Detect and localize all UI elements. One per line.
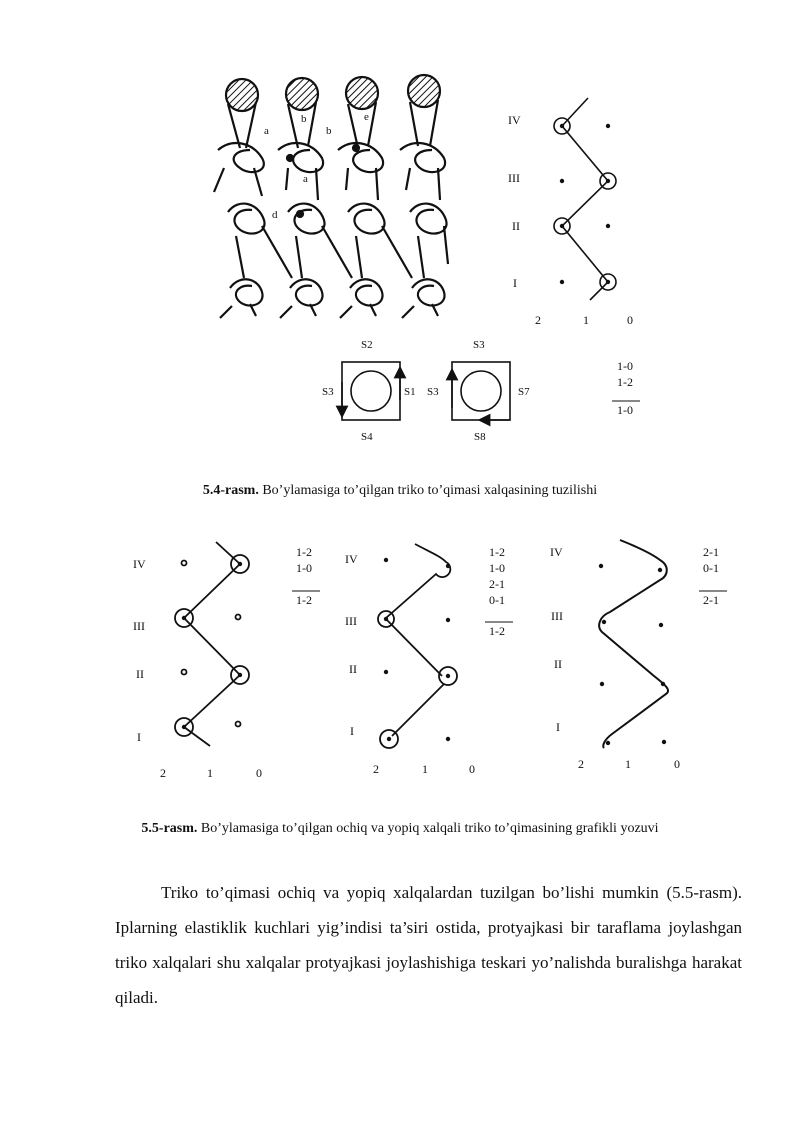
needle-label: 0 — [469, 762, 475, 776]
yarn-column-4 — [400, 75, 448, 318]
notation-line: 2-1 — [703, 545, 719, 559]
needle-label: 0 — [674, 757, 680, 771]
notation-repeat: 1-2 — [296, 593, 312, 607]
needle-label: 0 — [627, 313, 633, 327]
paragraph-text: Triko to’qimasi ochiq va yopiq xalqalardan tuzilgan bo’lishi mumkin (5.5-rasm). Iplarning elastiklik kuchlari yig’indisi ta’siri ostida, protyajkasi bir taraflama joylashgan triko xalqalari shu xalqalar protyajkasi joylashishiga teskari yo’nalishda buralishga harakat qiladi. — [115, 883, 742, 1007]
row-label: III — [508, 171, 520, 185]
notation-line: 1-0 — [617, 359, 633, 373]
movement-label: S8 — [474, 431, 486, 443]
movement-label: S1 — [404, 386, 416, 398]
row-label: II — [349, 662, 357, 676]
notation-repeat: 2-1 — [703, 593, 719, 607]
needle-label: 1 — [207, 766, 213, 780]
row-label: I — [513, 276, 517, 290]
figure-caption-5-4 — [0, 483, 800, 499]
knit-structure-drawing — [214, 75, 448, 318]
guide-box-2 — [452, 362, 510, 420]
needle-label: 0 — [256, 766, 262, 780]
label-e: e — [364, 111, 369, 123]
caption-label: 5.4-rasm. — [202, 483, 259, 498]
notation-line: 0-1 — [489, 593, 505, 607]
needle-label: 2 — [160, 766, 166, 780]
notation-line: 1-2 — [489, 545, 505, 559]
movement-label: S2 — [361, 339, 373, 351]
yarn-column-3 — [338, 77, 412, 318]
notation-line: 0-1 — [703, 561, 719, 575]
notation-line: 1-2 — [296, 545, 312, 559]
body-paragraph — [115, 875, 742, 1015]
row-label: IV — [550, 545, 563, 559]
row-label: IV — [345, 552, 358, 566]
label-a: a — [303, 173, 308, 185]
movement-label: S4 — [361, 431, 373, 443]
notation-line: 1-0 — [489, 561, 505, 575]
row-label: I — [137, 730, 141, 744]
row-label: IV — [508, 113, 521, 127]
row-label: II — [554, 657, 562, 671]
row-label: I — [350, 724, 354, 738]
needle-label: 1 — [583, 313, 589, 327]
movement-label: S7 — [518, 386, 530, 398]
row-label: III — [345, 614, 357, 628]
needle-label: 1 — [625, 757, 631, 771]
movement-label: S3 — [427, 386, 439, 398]
notation-line: 1-0 — [296, 561, 312, 575]
notation-line: 2-1 — [489, 577, 505, 591]
figure-5-5 — [0, 530, 800, 790]
guide-box-1 — [342, 362, 400, 420]
row-label: II — [136, 667, 144, 681]
chart-panel-2 — [345, 544, 513, 776]
needle-label: 2 — [373, 762, 379, 776]
caption-label: 5.5-rasm. — [141, 821, 198, 836]
chain-diagram — [508, 98, 633, 327]
needle-label: 1 — [422, 762, 428, 776]
label-b: b — [326, 125, 332, 137]
notation-repeat: 1-2 — [489, 624, 505, 638]
row-label: I — [556, 720, 560, 734]
movement-label: S3 — [473, 339, 485, 351]
row-label: IV — [133, 557, 146, 571]
notation-repeat: 1-0 — [617, 403, 633, 417]
movement-label: S3 — [322, 386, 334, 398]
chart-panel-1 — [133, 542, 320, 780]
notation-line: 1-2 — [617, 375, 633, 389]
row-label: II — [512, 219, 520, 233]
needle-label: 2 — [535, 313, 541, 327]
figure-caption-5-5 — [0, 821, 800, 837]
label-a: a — [264, 125, 269, 137]
caption-text: Bo’ylamasiga to’qilgan triko to’qimasi xalqasining tuzilishi — [258, 483, 598, 498]
label-d: d — [272, 209, 278, 221]
caption-text: Bo’ylamasiga to’qilgan ochiq va yopiq xalqali triko to’qimasining grafikli yozuvi — [197, 821, 659, 836]
label-b: b — [301, 113, 307, 125]
yarn-column-2 — [278, 78, 352, 318]
chart-panel-3 — [550, 540, 727, 771]
needle-label: 2 — [578, 757, 584, 771]
yarn-column-1 — [214, 79, 292, 318]
figure-5-4 — [0, 0, 800, 470]
row-label: III — [133, 619, 145, 633]
row-label: III — [551, 609, 563, 623]
